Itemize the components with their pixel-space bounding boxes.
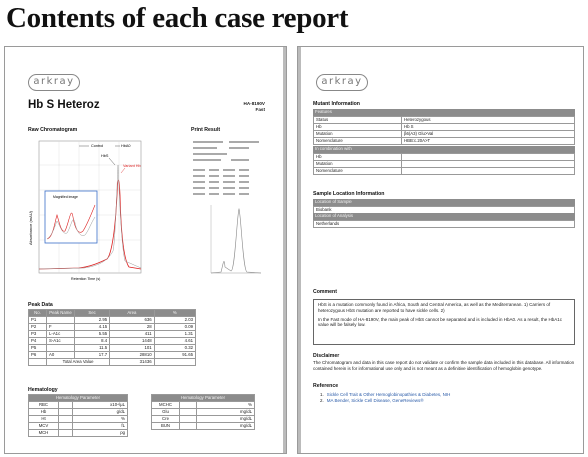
table-cell: 2.03 <box>154 317 195 324</box>
table-cell: % <box>197 402 255 409</box>
table-cell: 17.7 <box>75 352 110 359</box>
table-cell: mg/dL <box>197 416 255 423</box>
table-cell: 11.5 <box>75 345 110 352</box>
y-axis-label: Absorbance (mAU) <box>28 210 33 245</box>
table-cell: P5 <box>29 345 47 352</box>
table-cell: MCV <box>29 423 59 430</box>
table-cell: 1.31 <box>154 331 195 338</box>
arkray-logo: arkray <box>316 74 368 91</box>
hematology-label: Hematology <box>28 387 58 393</box>
report-page-left <box>4 46 287 454</box>
table-row <box>29 345 196 352</box>
table-cell: 636 <box>110 317 155 324</box>
table-cell: P2 <box>29 324 47 331</box>
column-header: No. <box>29 310 47 317</box>
table-row <box>314 138 575 145</box>
variant-hb-annotation: Variant Hb <box>123 164 141 168</box>
reference-item[interactable]: 1. Sickle Cell Trait & Other Hemoglobinopathies & Diabetes, NIH <box>320 392 451 397</box>
table-cell: A0 <box>47 352 75 359</box>
location-of-sample-header: Location of Sample <box>313 199 575 206</box>
hbs-annotation: HbS <box>101 154 109 158</box>
table-cell: 1448 <box>110 338 155 345</box>
table-cell: g/dL <box>72 409 127 416</box>
table-cell: 2.95 <box>75 317 110 324</box>
table-cell: fL <box>72 423 127 430</box>
total-row <box>29 359 196 366</box>
features-table <box>313 116 575 145</box>
hba0-annotation: HbA0 <box>121 144 131 148</box>
device-model: HA-8190V <box>243 101 265 106</box>
table-cell: 91.65 <box>154 352 195 359</box>
table-cell: RBC <box>29 402 59 409</box>
reference-label: Reference <box>313 383 339 389</box>
combination-header: In combination with <box>313 146 575 153</box>
table-cell: Glu <box>152 409 180 416</box>
table-cell: x10⁴/μL <box>72 402 127 409</box>
page-shadow <box>283 47 286 453</box>
reference-link[interactable]: Sickle Cell Trait & Other Hemoglobinopathies & Diabetes, NIH <box>326 392 451 397</box>
table-row <box>29 416 128 423</box>
table-cell: 4.15 <box>75 324 110 331</box>
table-header-row <box>29 310 196 317</box>
table-cell: BUN <box>152 423 180 430</box>
reference-item[interactable]: 2. MA Bender, Sickle Cell Disease, GeneReviews® <box>320 398 424 403</box>
column-header: Area <box>110 310 155 317</box>
table-cell: 28 <box>110 324 155 331</box>
table-row <box>152 402 255 409</box>
table-row <box>314 154 575 161</box>
table-cell: 5.55 <box>75 331 110 338</box>
print-result-image <box>191 135 271 285</box>
table-cell <box>402 161 575 168</box>
page-shadow <box>298 47 301 453</box>
table-row <box>29 338 196 345</box>
table-row <box>152 416 255 423</box>
table-row <box>29 317 196 324</box>
sample-location-label: Sample Location Information <box>313 191 385 197</box>
table-cell: S-A1c <box>47 338 75 345</box>
table-row <box>29 430 128 437</box>
table-cell: Cre <box>152 416 180 423</box>
table-row <box>314 117 575 124</box>
table-row <box>29 423 128 430</box>
reference-list <box>320 392 450 404</box>
table-cell: Ht <box>29 416 59 423</box>
hematology-table-left <box>28 394 128 437</box>
table-cell: P6 <box>29 352 47 359</box>
total-label: Total Area Value <box>47 359 110 366</box>
reference-link[interactable]: MA Bender, Sickle Cell Disease, GeneReviews® <box>326 398 424 403</box>
table-cell: L-A1c <box>47 331 75 338</box>
features-header: Features <box>313 109 575 116</box>
table-cell: Hb <box>29 409 59 416</box>
table-cell: 8.4 <box>75 338 110 345</box>
table-cell: Nomenclature <box>314 138 402 145</box>
table-cell: Mutation <box>314 131 402 138</box>
table-cell <box>47 317 75 324</box>
table-cell: F <box>47 324 75 331</box>
table-cell: 4.61 <box>154 338 195 345</box>
table-cell: 411 <box>110 331 155 338</box>
raw-chromatogram-label: Raw Chromatogram <box>28 127 78 133</box>
table-cell: Hb <box>314 154 402 161</box>
comment-label: Comment <box>313 289 337 295</box>
table-cell: 0.32 <box>154 345 195 352</box>
table-cell <box>402 168 575 175</box>
hematology-header: Hematology Parameter <box>152 395 255 402</box>
chromatogram <box>29 135 147 283</box>
table-cell: Status <box>314 117 402 124</box>
table-cell: Mutation <box>314 161 402 168</box>
x-axis-label: Retention Time (s) <box>71 277 101 281</box>
location-of-analysis-table <box>313 220 575 228</box>
column-header: Sec <box>75 310 110 317</box>
arkray-logo: arkray <box>28 74 80 91</box>
table-cell: % <box>72 416 127 423</box>
location-of-analysis-header: Location of Analysis <box>313 213 575 220</box>
table-cell: P1 <box>29 317 47 324</box>
table-cell: MCH <box>29 430 59 437</box>
report-heading: Hb S Heteroz <box>28 99 100 111</box>
comment-paragraph: In the Fast mode of HA-8190V, the main peak of HbS cannot be separated and is included in HbA0. As a result, the HbA1c value will be falsely low. <box>318 316 562 328</box>
hematology-table-right <box>151 394 255 430</box>
table-cell <box>402 154 575 161</box>
table-cell: β6(A3) Glu>Val <box>402 131 575 138</box>
column-header: Peak Name <box>47 310 75 317</box>
table-cell: HBB:c.20A>T <box>402 138 575 145</box>
inset-label: Magnified image <box>53 195 78 199</box>
table-cell: mg/dL <box>197 409 255 416</box>
table-row <box>29 409 128 416</box>
table-row <box>29 331 196 338</box>
table-row <box>314 168 575 175</box>
table-cell: Heterozygous <box>402 117 575 124</box>
peak-data-label: Peak Data <box>28 302 53 308</box>
combination-table <box>313 153 575 175</box>
device-mode: Fast <box>255 107 265 112</box>
table-row <box>29 402 128 409</box>
table-cell: mg/dL <box>197 423 255 430</box>
control-annotation: Control <box>91 144 104 148</box>
table-row <box>314 161 575 168</box>
table-row <box>314 221 575 228</box>
table-cell: Hb S <box>402 124 575 131</box>
table-cell: Nomenclature <box>314 168 402 175</box>
table-cell: 101 <box>110 345 155 352</box>
print-result-label: Print Result <box>191 127 221 133</box>
table-row <box>152 423 255 430</box>
table-row <box>152 409 255 416</box>
hematology-header: Hematology Parameter <box>29 395 128 402</box>
total-value: 31436 <box>110 359 155 366</box>
slide-title: Contents of each case report <box>6 2 349 34</box>
table-row <box>29 352 196 359</box>
report-page-right <box>297 46 584 454</box>
table-row <box>314 124 575 131</box>
table-row <box>29 324 196 331</box>
column-header: % <box>154 310 195 317</box>
table-row <box>314 131 575 138</box>
mutant-information-label: Mutant Information <box>313 101 360 107</box>
table-cell: pg <box>72 430 127 437</box>
comment-paragraph: HbS is a mutation commonly found in Africa, South and Central America, as well as the Mediterranean. 1) Carriers of heterozygous HbS mutation are reported to have sickle cells. 2) <box>318 302 551 313</box>
table-cell: Netherlands <box>314 221 575 228</box>
peak-data-table <box>28 309 196 366</box>
table-cell: Hb <box>314 124 402 131</box>
table-cell: P4 <box>29 338 47 345</box>
table-cell <box>47 345 75 352</box>
table-cell: P3 <box>29 331 47 338</box>
table-cell: 28810 <box>110 352 155 359</box>
comment-box <box>313 299 575 345</box>
table-cell: MCHC <box>152 402 180 409</box>
table-cell: Biobank <box>314 207 575 214</box>
disclaimer-label: Disclaimer <box>313 353 340 359</box>
disclaimer-text: The Chromatogram and data in this case report do not validate or confirm the sample data included in this database. All information contained herein is for informational use only and is not meant as a definitive identification of hemoglobin genotype. <box>313 360 575 371</box>
table-cell: 0.09 <box>154 324 195 331</box>
